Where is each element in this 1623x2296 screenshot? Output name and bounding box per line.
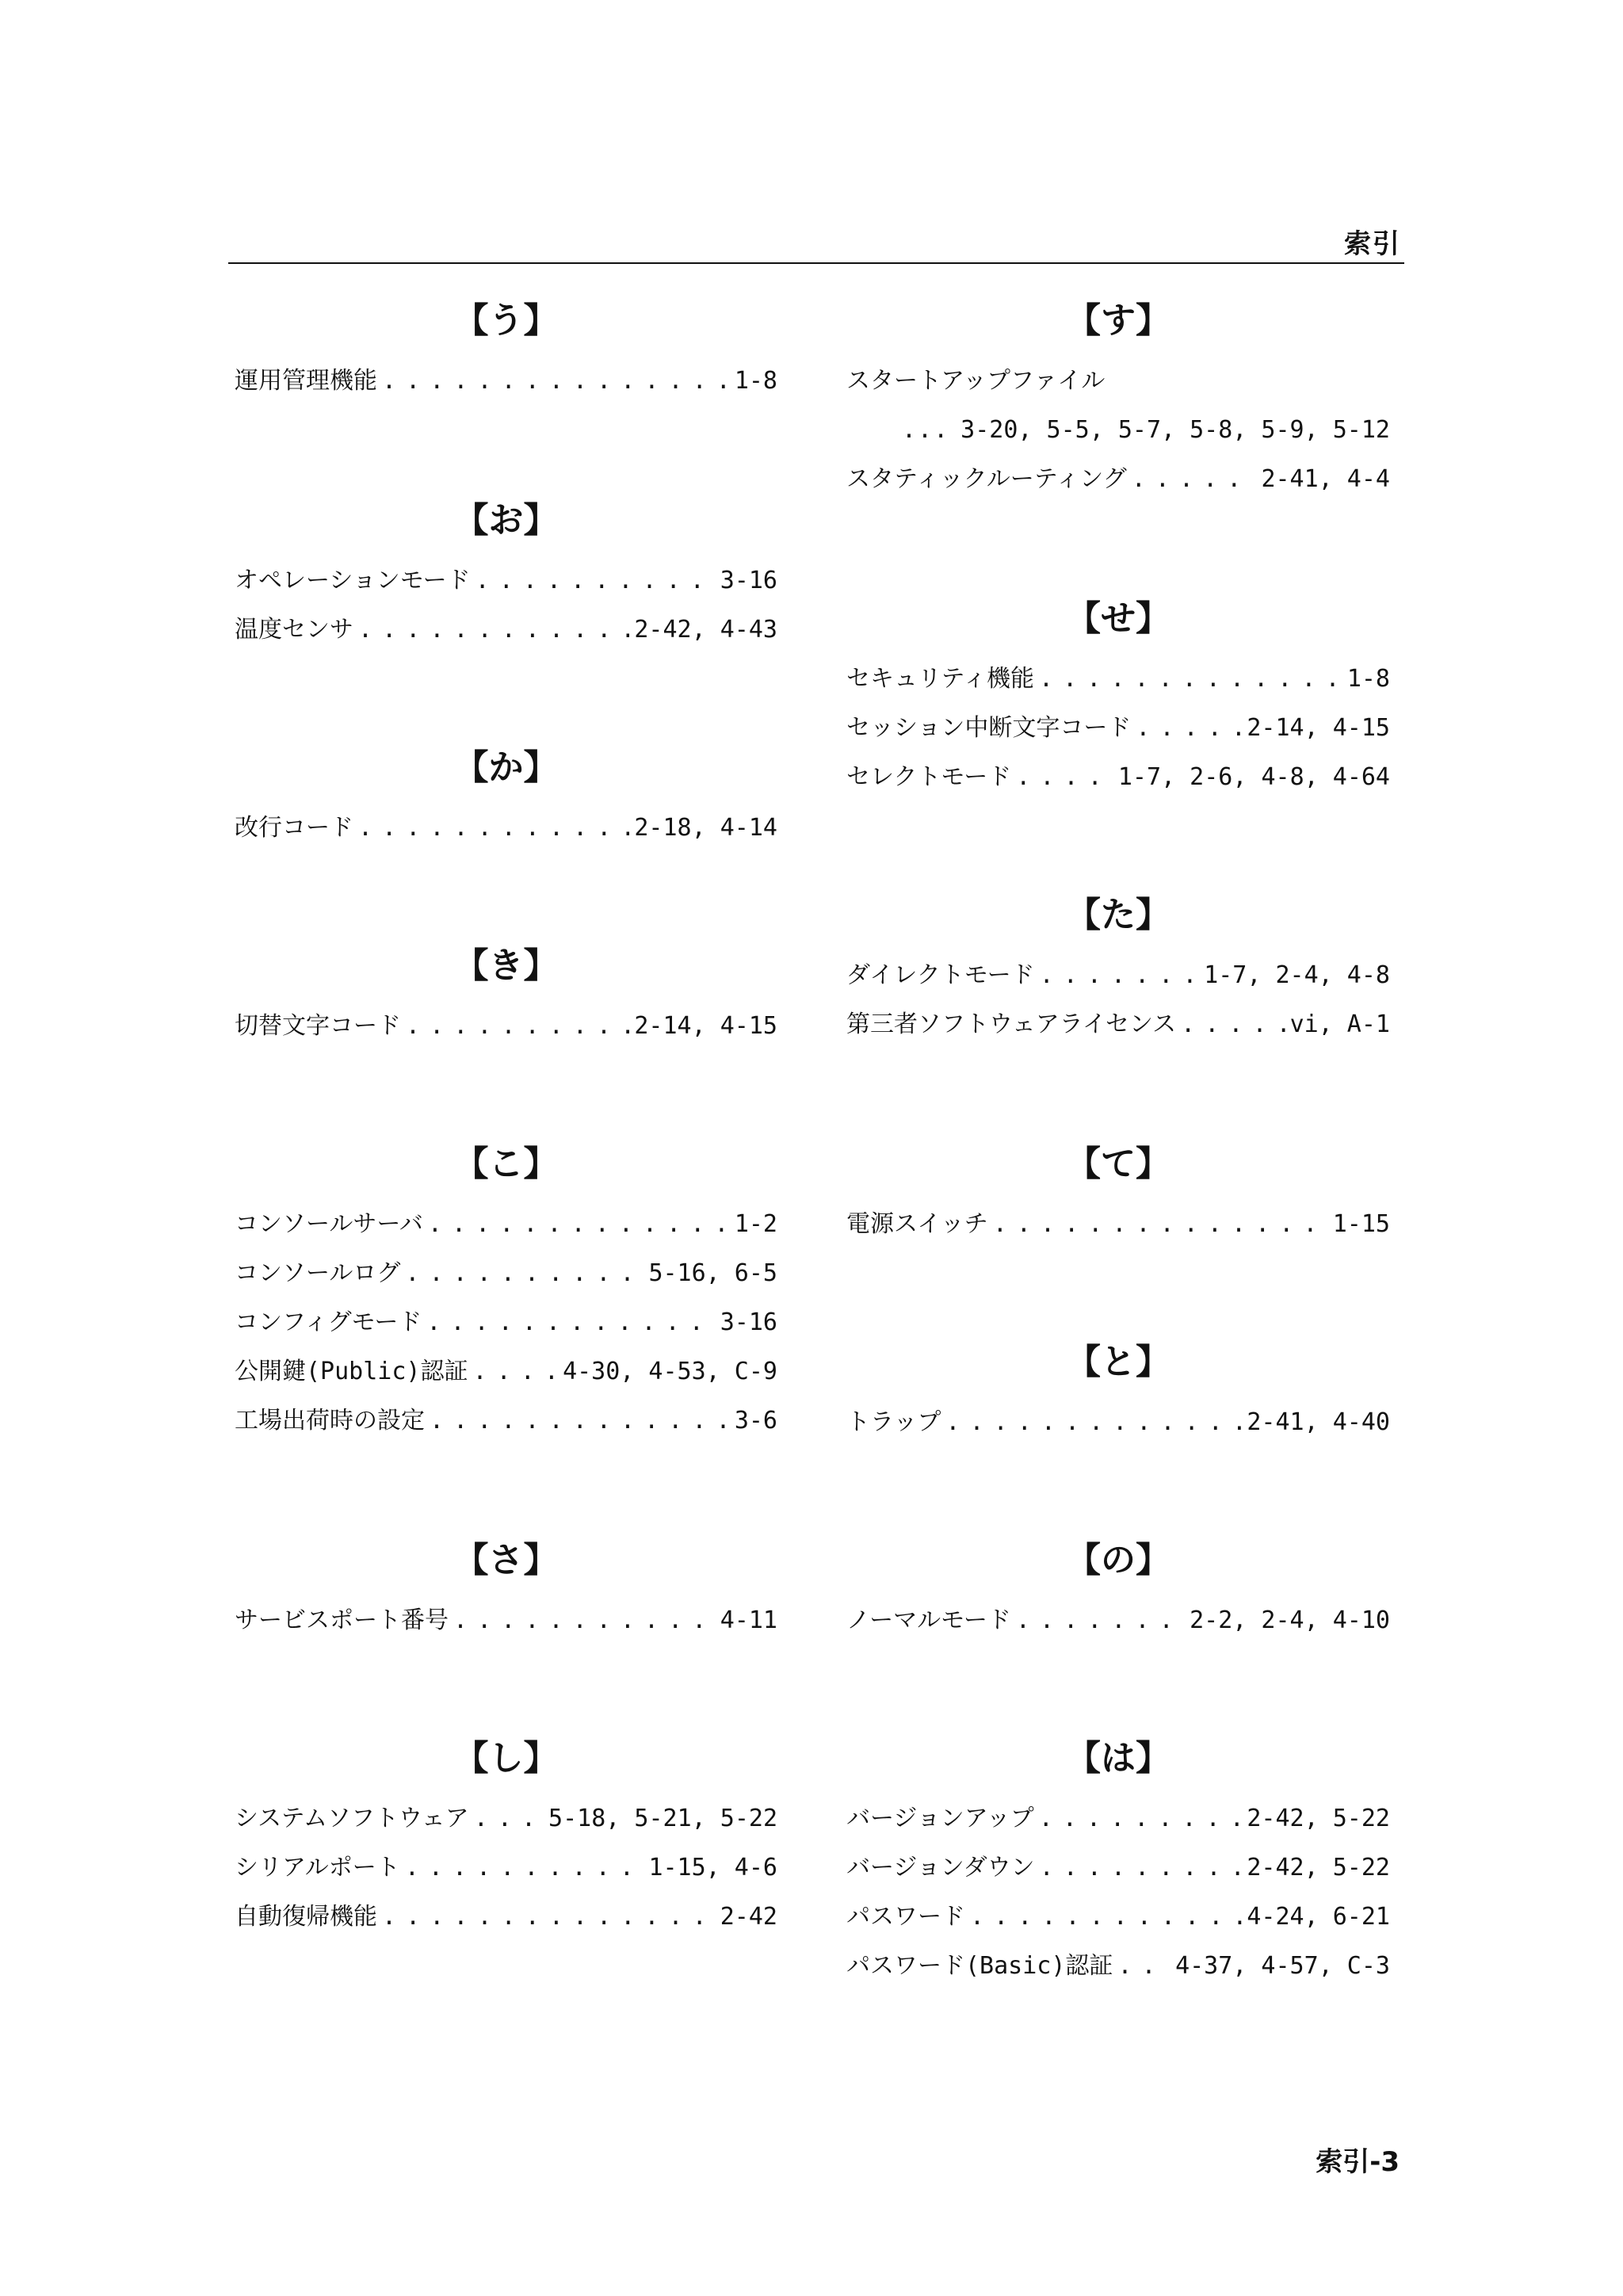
entry-term: スタティックルーティング — [846, 465, 1127, 493]
index-section-ko — [235, 1129, 777, 1446]
section-heading: 【し】 — [453, 1738, 559, 1778]
section-heading: 【は】 — [1066, 1738, 1170, 1778]
index-entry — [235, 1843, 777, 1893]
entry-term: 自動復帰機能 — [235, 1903, 377, 1931]
index-entry — [235, 1347, 777, 1396]
index-section-no — [846, 1525, 1390, 1645]
entry-term: 温度センサ — [235, 616, 353, 644]
leader-dots — [405, 1249, 643, 1298]
entry-term: 運用管理機能 — [235, 367, 377, 395]
entry-term: セッション中断文字コード — [846, 714, 1132, 742]
leader-dots — [993, 1200, 1328, 1249]
index-entry — [846, 1398, 1390, 1447]
index-entry — [235, 1002, 777, 1051]
index-entry — [846, 1000, 1390, 1049]
leader-dots — [406, 1002, 629, 1051]
entry-pages: 4-24, 6-21 — [1247, 1903, 1390, 1931]
entry-term: コンフィグモード — [235, 1308, 422, 1336]
section-heading: 【す】 — [1066, 300, 1170, 341]
index-entry — [235, 804, 777, 853]
entry-pages: 1-8 — [1346, 665, 1390, 693]
entry-pages: 4-30, 4-53, C-9 — [563, 1358, 777, 1385]
entry-pages: 2-41, 4-4 — [1261, 465, 1390, 493]
section-heading: 【た】 — [1066, 895, 1170, 935]
index-entry — [846, 1893, 1390, 1942]
index-entry — [846, 1843, 1390, 1893]
entry-term: ノーマルモード — [846, 1606, 1011, 1634]
running-header-title: 索引 — [1344, 228, 1401, 260]
entry-term: セキュリティ機能 — [846, 665, 1034, 693]
entry-pages: 3-16 — [720, 567, 777, 594]
section-heading: 【か】 — [453, 747, 559, 788]
page-number: 索引-3 — [1316, 2146, 1400, 2178]
entry-pages: 2-18, 4-14 — [634, 814, 777, 842]
index-section-ta — [846, 880, 1390, 1049]
entry-pages: vi, A-1 — [1289, 1010, 1390, 1038]
entry-pages: 5-16, 6-5 — [648, 1259, 777, 1287]
index-entry — [846, 1596, 1390, 1645]
section-heading: 【と】 — [1066, 1342, 1170, 1382]
entry-pages: 2-42, 5-22 — [1247, 1854, 1390, 1881]
entry-term: コンソールサーバ — [235, 1210, 423, 1238]
section-heading: 【お】 — [453, 500, 559, 541]
entry-term: ダイレクトモード — [846, 961, 1035, 989]
section-heading: 【こ】 — [453, 1144, 559, 1184]
entry-pages: 1-7, 2-6, 4-8, 4-64 — [1117, 763, 1390, 791]
section-heading: 【う】 — [453, 300, 559, 341]
entry-term: オペレーションモード — [235, 567, 471, 594]
entry-pages: 2-14, 4-15 — [1247, 714, 1390, 742]
entry-term: 切替文字コード — [235, 1012, 401, 1040]
entry-pages: 2-14, 4-15 — [634, 1012, 777, 1040]
leader-dots — [970, 1893, 1242, 1942]
index-section-u — [235, 285, 777, 406]
index-section-to — [846, 1327, 1390, 1447]
index-entry — [846, 951, 1390, 1000]
index-section-se — [846, 583, 1390, 802]
entry-pages: 5-18, 5-21, 5-22 — [548, 1805, 777, 1832]
entry-term: 電源スイッチ — [846, 1210, 988, 1238]
leader-dots — [1117, 1942, 1170, 1991]
index-section-shi — [235, 1723, 777, 1942]
index-section-ki — [235, 930, 777, 1051]
index-entry — [846, 1942, 1390, 1991]
leader-dots: ... — [901, 416, 950, 444]
index-entry — [235, 1596, 777, 1645]
entry-pages: 1-7, 2-4, 4-8 — [1204, 961, 1390, 989]
index-entry — [235, 357, 777, 406]
entry-pages: 1-8 — [734, 367, 777, 395]
leader-dots — [382, 357, 730, 406]
section-heading: 【て】 — [1066, 1144, 1170, 1184]
entry-term: 公開鍵(Public)認証 — [235, 1358, 468, 1385]
entry-pages: 1-2 — [734, 1210, 777, 1238]
entry-term: シリアルポート — [235, 1854, 400, 1881]
index-entry — [846, 1200, 1390, 1249]
leader-dots — [1136, 704, 1242, 753]
section-heading: 【せ】 — [1066, 598, 1170, 639]
leader-dots — [358, 606, 629, 655]
leader-dots — [945, 1398, 1242, 1447]
entry-term: パスワード(Basic)認証 — [846, 1952, 1113, 1980]
index-section-sa — [235, 1525, 777, 1645]
entry-term: スタートアップファイル — [846, 367, 1106, 395]
index-section-te — [846, 1129, 1390, 1249]
entry-term: コンソールログ — [235, 1259, 401, 1287]
entry-pages-line — [846, 406, 1390, 455]
entry-term: サービスポート番号 — [235, 1606, 449, 1634]
index-section-ka — [235, 732, 777, 853]
entry-term: パスワード — [846, 1903, 965, 1931]
entry-pages: 2-41, 4-40 — [1247, 1408, 1390, 1436]
leader-dots — [1040, 1843, 1243, 1893]
index-entry — [235, 1249, 777, 1298]
section-heading: 【き】 — [453, 946, 559, 986]
index-entry — [235, 1298, 777, 1347]
header-rule — [228, 262, 1404, 264]
index-entry — [235, 556, 777, 606]
entry-pages: 1-15 — [1332, 1210, 1390, 1238]
leader-dots — [474, 1794, 544, 1843]
leader-dots — [453, 1596, 716, 1645]
entry-pages: 3-16 — [720, 1308, 777, 1336]
index-entry — [846, 704, 1390, 753]
leader-dots — [1039, 655, 1342, 704]
section-heading: 【さ】 — [453, 1540, 559, 1580]
entry-pages: 4-37, 4-57, C-3 — [1175, 1952, 1390, 1980]
entry-term: バージョンアップ — [846, 1805, 1034, 1832]
entry-term: セレクトモード — [846, 763, 1012, 791]
leader-dots — [1016, 1596, 1185, 1645]
entry-pages: 2-42, 5-22 — [1247, 1805, 1390, 1832]
index-entry — [846, 655, 1390, 704]
index-entry — [846, 1794, 1390, 1843]
leader-dots — [475, 556, 716, 606]
leader-dots — [426, 1298, 715, 1347]
entry-term: バージョンダウン — [846, 1854, 1035, 1881]
entry-pages: 2-42, 4-43 — [634, 616, 777, 644]
leader-dots — [430, 1396, 730, 1446]
leader-dots — [1016, 753, 1113, 802]
leader-dots — [405, 1843, 644, 1893]
leader-dots — [428, 1200, 730, 1249]
index-section-su — [846, 285, 1390, 504]
leader-dots — [473, 1347, 559, 1396]
entry-pages: 2-2, 2-4, 4-10 — [1190, 1606, 1390, 1634]
entry-pages: 3-20, 5-5, 5-7, 5-8, 5-9, 5-12 — [960, 416, 1390, 444]
entry-pages: 4-11 — [720, 1606, 777, 1634]
entry-term: 工場出荷時の設定 — [235, 1407, 425, 1435]
index-entry-wrapped — [846, 357, 1390, 455]
entry-term: 改行コード — [235, 814, 353, 842]
index-entry — [235, 1200, 777, 1249]
leader-dots — [1132, 455, 1257, 504]
index-entry — [235, 606, 777, 655]
leader-dots — [1040, 951, 1200, 1000]
entry-pages: 1-15, 4-6 — [648, 1854, 777, 1881]
index-entry — [846, 455, 1390, 504]
entry-term: 第三者ソフトウェアライセンス — [846, 1010, 1177, 1038]
index-section-o — [235, 485, 777, 655]
index-entry — [235, 1396, 777, 1446]
index-section-ha — [846, 1723, 1390, 1991]
entry-term: システムソフトウェア — [235, 1805, 469, 1832]
entry-pages: 3-6 — [734, 1407, 777, 1435]
entry-pages: 2-42 — [720, 1903, 777, 1931]
section-heading: 【の】 — [1066, 1540, 1170, 1580]
entry-term: トラップ — [846, 1408, 941, 1436]
index-entry — [235, 1893, 777, 1942]
leader-dots — [358, 804, 629, 853]
index-entry — [846, 753, 1390, 802]
index-entry — [235, 1794, 777, 1843]
leader-dots — [1039, 1794, 1243, 1843]
leader-dots — [1181, 1000, 1285, 1049]
leader-dots — [382, 1893, 716, 1942]
